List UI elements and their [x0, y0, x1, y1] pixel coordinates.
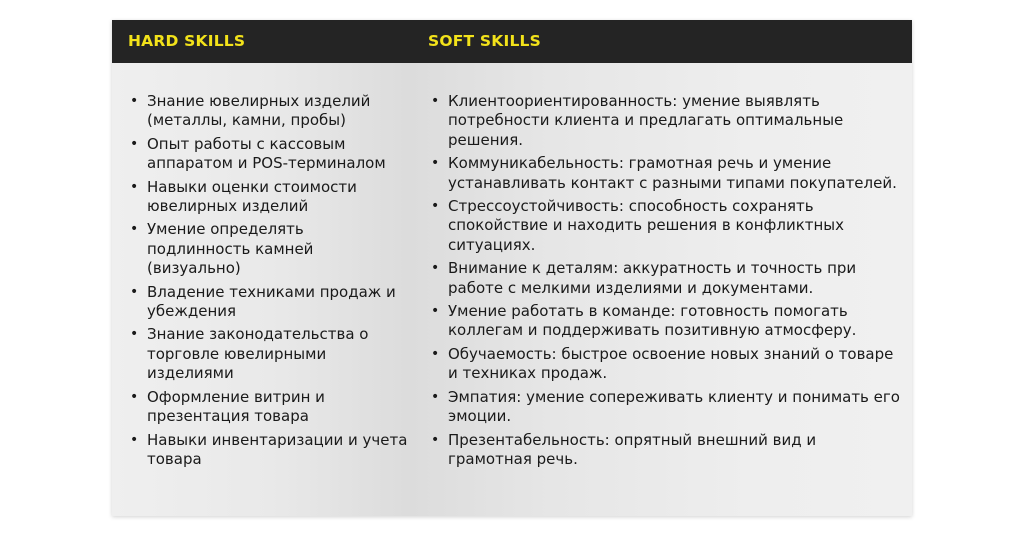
- bullet-dot-icon: •: [431, 388, 440, 405]
- soft-skill-text: Эмпатия: умение сопереживать клиенту и понимать его эмоции.: [448, 387, 900, 426]
- list-item: [429, 92, 903, 150]
- list-item: [429, 431, 903, 470]
- list-item: [429, 388, 903, 427]
- soft-skill-text: Умение работать в команде: готовность помогать коллегам и поддерживать позитивную атмосферу.: [448, 302, 857, 340]
- hard-skill-text: Умение определять подлинность камней (визуально): [147, 220, 314, 278]
- hard-skills-title: HARD SKILLS: [128, 32, 246, 50]
- soft-skill-text: Презентабельность: опрятный внешний вид и грамотная речь.: [448, 430, 817, 468]
- hard-skills-list: [128, 92, 410, 473]
- list-item: [429, 345, 903, 384]
- list-item: [128, 388, 410, 427]
- bullet-dot-icon: •: [130, 326, 139, 343]
- bullet-dot-icon: •: [431, 345, 440, 362]
- list-item: [128, 431, 410, 470]
- bullet-dot-icon: •: [431, 303, 440, 320]
- bullet-dot-icon: •: [431, 155, 440, 172]
- list-item: [429, 259, 903, 298]
- list-item: [429, 197, 903, 255]
- list-item: [429, 302, 903, 341]
- bullet-dot-icon: •: [130, 221, 139, 238]
- hard-skill-text: Оформление витрин и презентация товара: [147, 387, 325, 426]
- bullet-dot-icon: •: [130, 431, 139, 448]
- bullet-dot-icon: •: [431, 260, 440, 277]
- bullet-dot-icon: •: [431, 93, 440, 109]
- soft-skill-text: Обучаемость: быстрое освоение новых знаний о товаре и техниках продаж.: [448, 344, 894, 383]
- hard-skill-text: Навыки оценки стоимости ювелирных изделий: [147, 177, 357, 216]
- table-header: [112, 20, 912, 63]
- hard-skill-text: Знание ювелирных изделий (металлы, камни, пробы): [147, 92, 371, 130]
- hard-skill-text: Навыки инвентаризации и учета товара: [147, 430, 408, 468]
- hard-skill-text: Владение техниками продаж и убеждения: [147, 282, 396, 321]
- soft-skills-title: SOFT SKILLS: [428, 32, 541, 50]
- hard-skill-text: Знание законодательства о торговле ювелирными изделиями: [147, 325, 369, 383]
- list-item: [128, 135, 410, 174]
- bullet-dot-icon: •: [130, 388, 139, 405]
- soft-skills-list: [429, 92, 903, 473]
- soft-skill-text: Коммуникабельность: грамотная речь и умение устанавливать контакт с разными типами покупателей.: [448, 154, 897, 192]
- list-item: [128, 220, 410, 278]
- hard-skill-text: Опыт работы с кассовым аппаратом и POS-терминалом: [147, 134, 386, 173]
- list-item: [429, 154, 903, 193]
- bullet-dot-icon: •: [130, 135, 139, 152]
- skills-card: [112, 20, 912, 516]
- bullet-dot-icon: •: [431, 198, 440, 215]
- soft-skill-text: Клиентоориентированность: умение выявлять потребности клиента и предлагать оптимальные решения.: [448, 92, 844, 149]
- list-item: [128, 325, 410, 383]
- list-item: [128, 178, 410, 217]
- soft-skill-text: Стрессоустойчивость: способность сохранять спокойствие и находить решения в конфликтных ситуациях.: [448, 197, 845, 254]
- bullet-dot-icon: •: [130, 93, 139, 109]
- bullet-dot-icon: •: [431, 431, 440, 448]
- list-item: [128, 283, 410, 322]
- bullet-dot-icon: •: [130, 283, 139, 300]
- list-item: [128, 92, 410, 131]
- bullet-dot-icon: •: [130, 178, 139, 195]
- soft-skill-text: Внимание к деталям: аккуратность и точность при работе с мелкими изделиями и документами.: [448, 259, 857, 297]
